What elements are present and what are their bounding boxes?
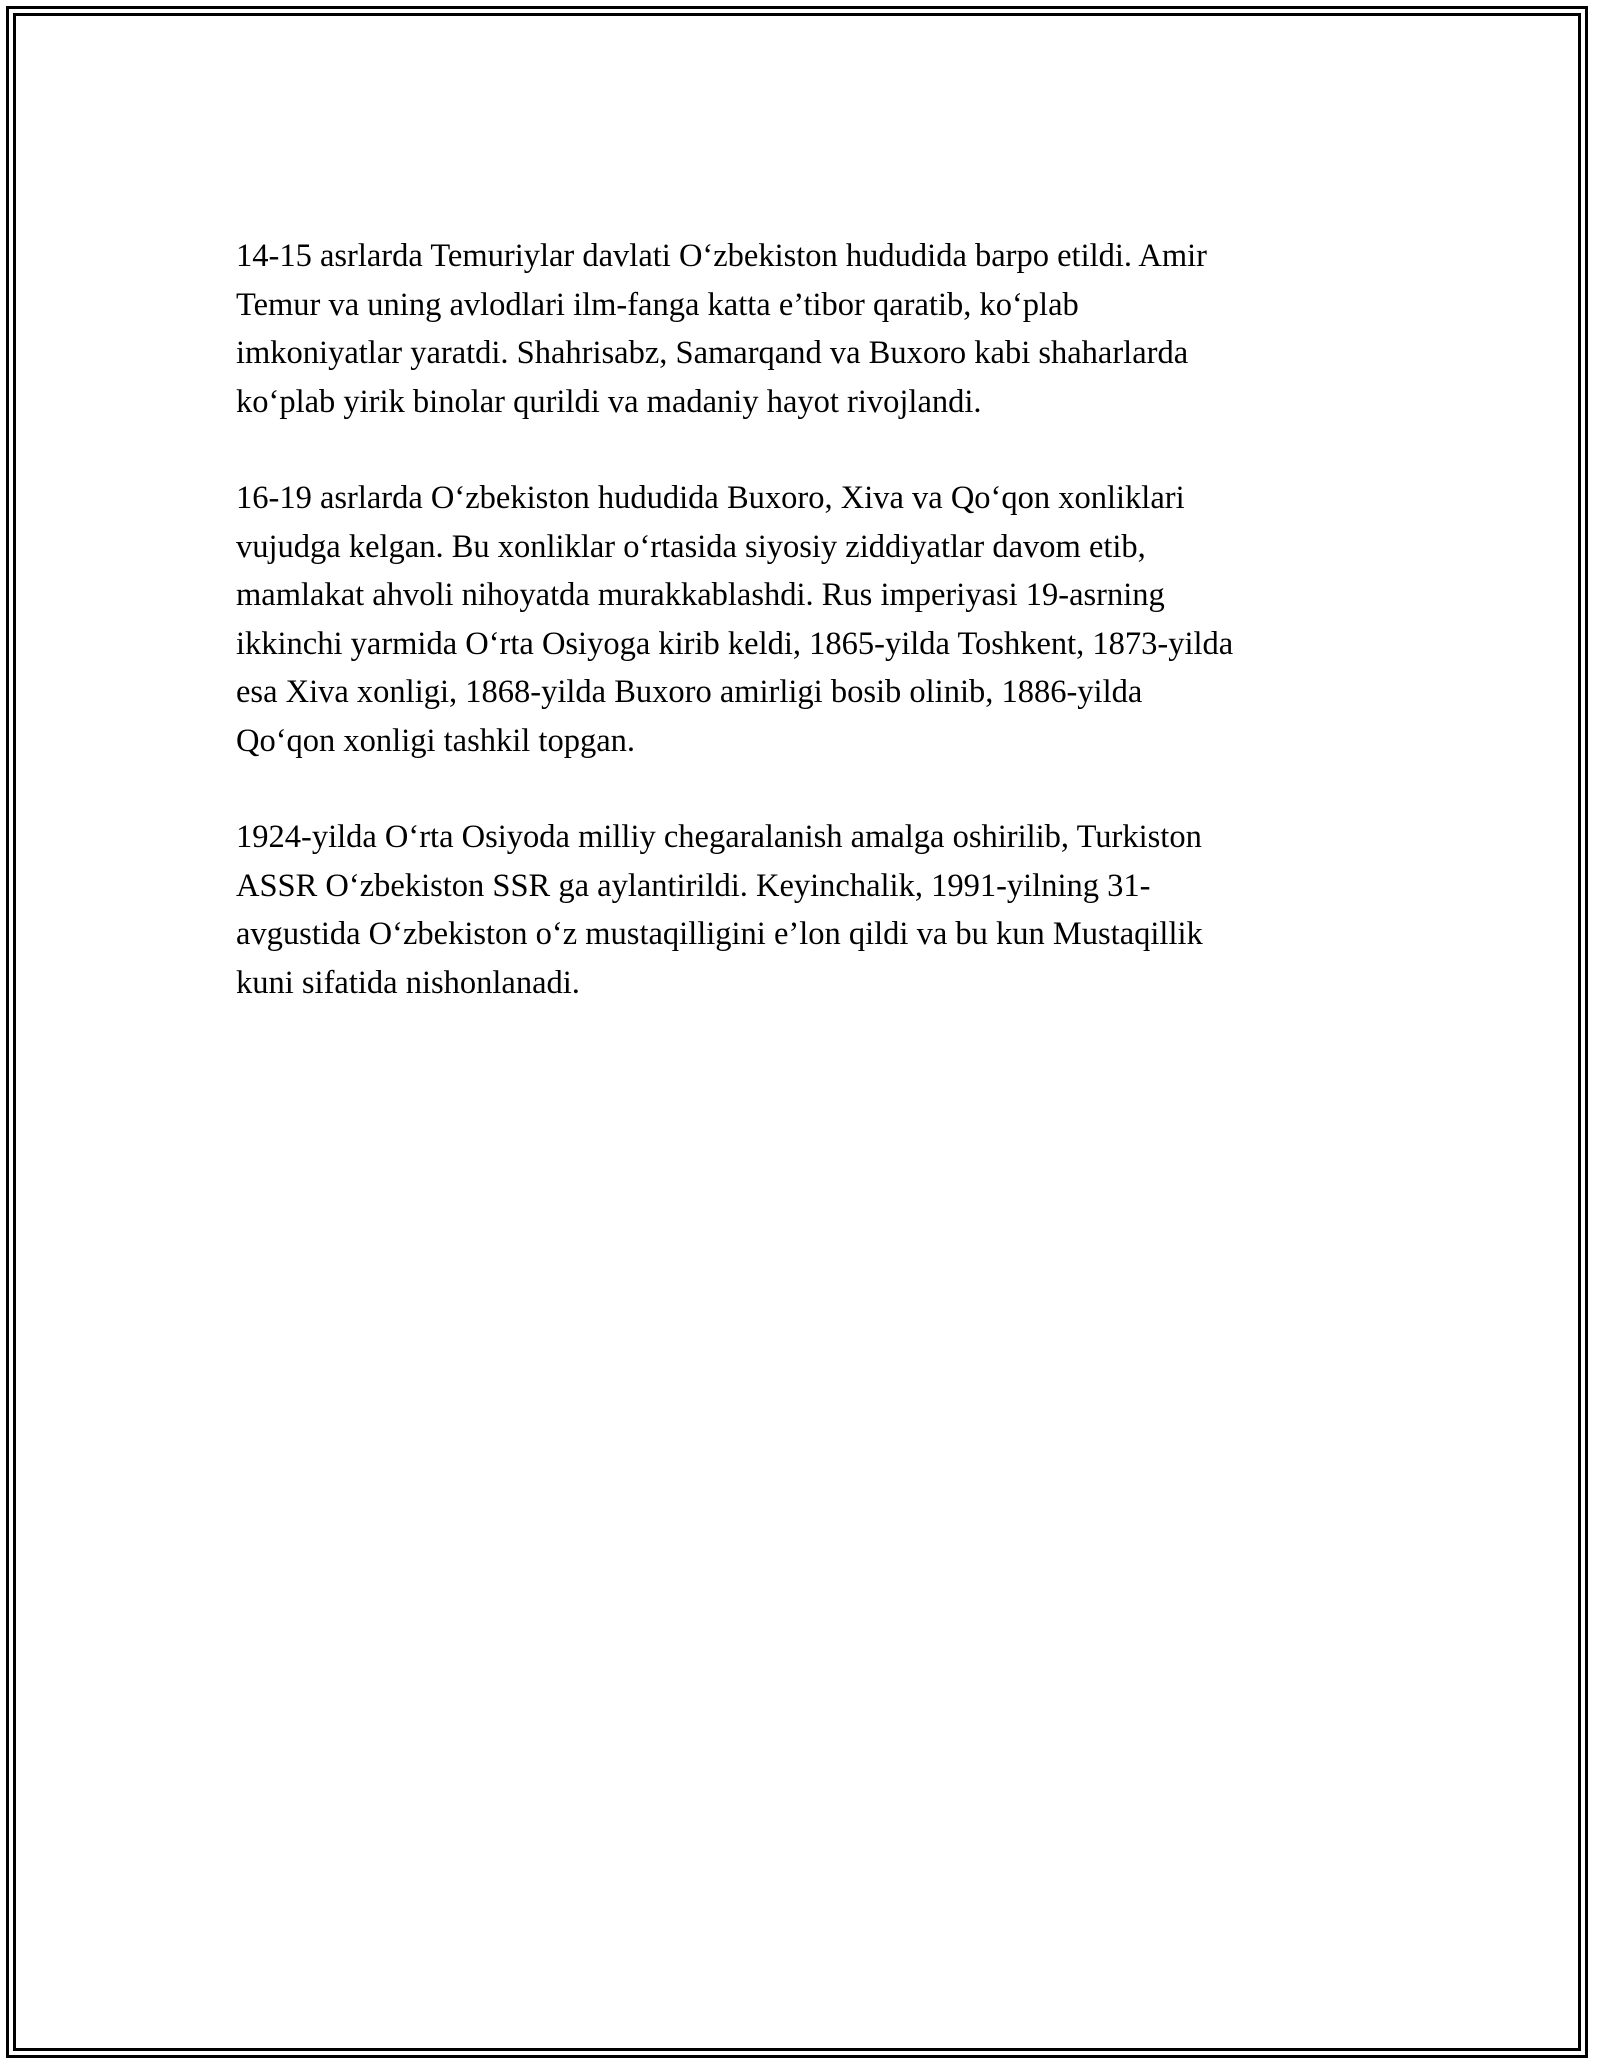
text-line: 14-15 asrlarda Temuriylar davlati O‘zbekiston hududida barpo etildi. Amir bbox=[236, 238, 1207, 274]
text-line: kuni sifatida nishonlanadi. bbox=[236, 964, 580, 1001]
text-line: ASSR O‘zbekiston SSR ga aylantirildi. Keyinchalik, 1991-yilning 31- bbox=[236, 867, 1151, 904]
text-line: ko‘plab yirik binolar qurildi va madaniy hayot rivojlandi. bbox=[236, 383, 982, 420]
paragraph-khanates bbox=[236, 474, 1376, 765]
text-line: mamlakat ahvoli nihoyatda murakkablashdi. Rus imperiyasi 19-asrning bbox=[236, 577, 1165, 613]
paragraph-independence bbox=[236, 813, 1376, 1007]
text-line: esa Xiva xonligi, 1868-yilda Buxoro amirligi bosib olinib, 1886-yilda bbox=[236, 674, 1143, 710]
document-body bbox=[236, 232, 1376, 1055]
text-line: Temur va uning avlodlari ilm-fanga katta e’tibor qaratib, ko‘plab bbox=[236, 286, 1079, 323]
text-line: 1924-yilda O‘rta Osiyoda milliy chegaralanish amalga oshirilib, Turkiston bbox=[236, 819, 1202, 855]
text-line: Qo‘qon xonligi tashkil topgan. bbox=[236, 722, 635, 759]
text-line: imkoniyatlar yaratdi. Shahrisabz, Samarqand va Buxoro kabi shaharlarda bbox=[236, 335, 1189, 371]
text-line: 16-19 asrlarda O‘zbekiston hududida Buxoro, Xiva va Qo‘qon xonliklari bbox=[236, 480, 1185, 516]
paragraph-temurids bbox=[236, 232, 1376, 426]
text-line: vujudga kelgan. Bu xonliklar o‘rtasida siyosiy ziddiyatlar davom etib, bbox=[236, 528, 1146, 565]
text-line: ikkinchi yarmida O‘rta Osiyoga kirib keldi, 1865-yilda Toshkent, 1873-yilda bbox=[236, 625, 1234, 662]
text-line: avgustida O‘zbekiston o‘z mustaqilligini e’lon qildi va bu kun Mustaqillik bbox=[236, 916, 1203, 952]
